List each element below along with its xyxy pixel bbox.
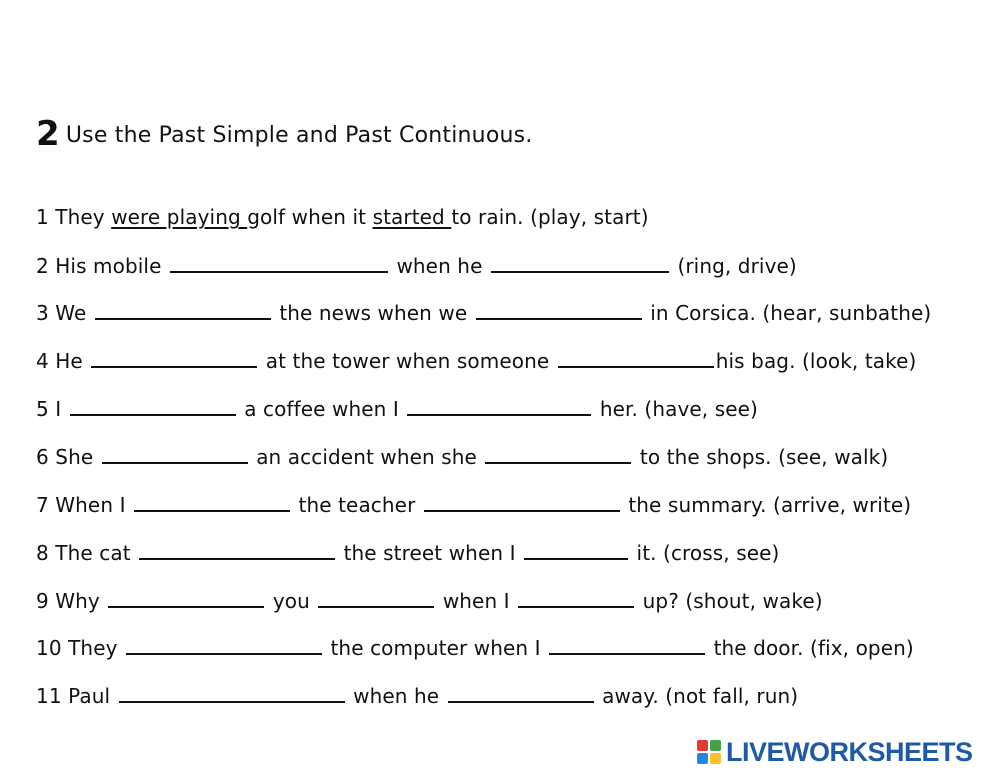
exercise-heading: [36, 114, 532, 154]
liveworksheets-logo[interactable]: [697, 738, 973, 766]
answer-blank[interactable]: [102, 444, 248, 464]
exercise-item-6: [36, 444, 888, 469]
item-text: at the tower when someone: [265, 349, 550, 373]
item-text: 1 They: [36, 205, 112, 229]
item-text: in Corsica. (hear, sunbathe): [650, 301, 932, 325]
exercise-instruction: Use the Past Simple and Past Continuous.: [65, 123, 533, 148]
item-text: you: [272, 589, 310, 613]
logo-text: LIVEWORKSHEETS: [726, 736, 973, 767]
exercise-item-1: [36, 205, 649, 229]
item-text: to the shops. (see, walk): [639, 445, 889, 469]
exercise-item-7: [36, 492, 911, 517]
item-text: 3 We: [36, 301, 87, 325]
answer-blank[interactable]: [70, 396, 236, 416]
answer-blank[interactable]: [170, 253, 388, 273]
item-text: (ring, drive): [677, 254, 797, 278]
answer-blank[interactable]: [476, 300, 642, 320]
item-text: 10 They: [36, 636, 118, 660]
answer-blank[interactable]: [91, 348, 257, 368]
liveworksheets-logo-icon: [697, 740, 721, 764]
exercise-item-5: [36, 396, 758, 421]
answer-blank[interactable]: [558, 348, 714, 368]
answer-blank[interactable]: [485, 444, 631, 464]
answer-blank[interactable]: [524, 540, 628, 560]
exercise-item-3: [36, 300, 931, 325]
item-text: 8 The cat: [36, 541, 131, 565]
answer-blank[interactable]: [448, 683, 594, 703]
answer-blank[interactable]: [134, 492, 290, 512]
item-text: the teacher: [298, 493, 416, 517]
item-text: golf when it: [247, 205, 373, 229]
item-text: to rain. (play, start): [451, 205, 649, 229]
item-text: up? (shout, wake): [642, 589, 823, 613]
item-text: the news when we: [279, 301, 468, 325]
item-text: away. (not fall, run): [602, 684, 799, 708]
answer-blank[interactable]: [424, 492, 620, 512]
item-text: the street when I: [343, 541, 516, 565]
item-text: 11 Paul: [36, 684, 111, 708]
answer-blank[interactable]: [407, 396, 591, 416]
answer-blank[interactable]: [318, 588, 434, 608]
answer-blank[interactable]: [518, 588, 634, 608]
exercise-item-2: [36, 253, 797, 278]
item-text: when I: [442, 589, 510, 613]
item-text: 6 She: [36, 445, 94, 469]
item-text: 5 I: [36, 397, 62, 421]
answer-started: started: [372, 205, 452, 229]
answer-blank[interactable]: [119, 683, 345, 703]
answer-blank[interactable]: [95, 300, 271, 320]
item-text: the summary. (arrive, write): [628, 493, 912, 517]
exercise-number: 2: [36, 114, 60, 154]
item-text: a coffee when I: [244, 397, 399, 421]
exercise-item-9: [36, 588, 823, 613]
item-text: 4 He: [36, 349, 83, 373]
exercise-item-4: [36, 348, 916, 373]
exercise-item-11: [36, 683, 798, 708]
item-text: when he: [396, 254, 483, 278]
item-text: an accident when she: [256, 445, 477, 469]
exercise-item-8: [36, 540, 779, 565]
item-text: 2 His mobile: [36, 254, 162, 278]
answer-blank[interactable]: [139, 540, 335, 560]
item-text: the door. (fix, open): [713, 636, 914, 660]
item-text: 7 When I: [36, 493, 126, 517]
item-text: her. (have, see): [599, 397, 758, 421]
item-text: when he: [353, 684, 440, 708]
answer-blank[interactable]: [108, 588, 264, 608]
answer-blank[interactable]: [549, 635, 705, 655]
item-text: it. (cross, see): [636, 541, 780, 565]
answer-blank[interactable]: [126, 635, 322, 655]
item-text: his bag. (look, take): [715, 349, 917, 373]
answer-were-playing: were playing: [111, 205, 248, 229]
answer-blank[interactable]: [491, 253, 669, 273]
item-text: the computer when I: [330, 636, 541, 660]
item-text: 9 Why: [36, 589, 100, 613]
exercise-item-10: [36, 635, 914, 660]
